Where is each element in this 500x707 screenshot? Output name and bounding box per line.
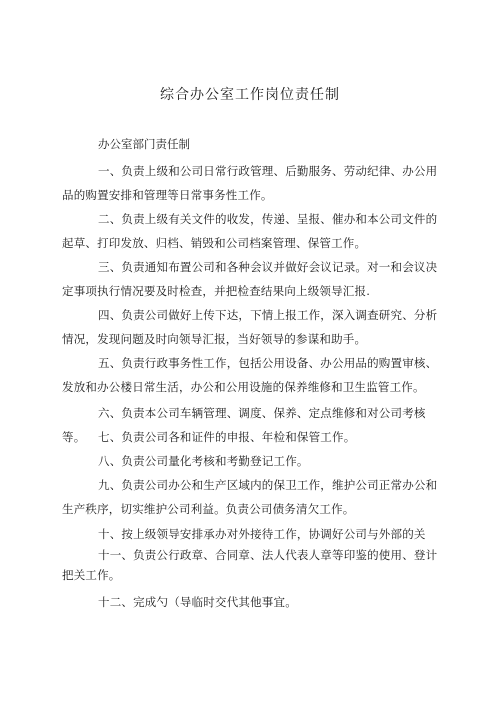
paragraph-5: 五、负责行政事务性工作，包括公用设备、办公用品的购置审核、发放和办公楼日常生活，办公和公用设施的保养维修和卫生监管工作。: [62, 356, 438, 394]
paragraph-7: 七、负责公司各和证件的申报、年检和保管工作。: [98, 430, 356, 444]
paragraph-1: 一、负责上级和公司日常行政管理、后勤服务、劳动纪律、办公用品的购置安排和管理等日常事务性工作。: [62, 164, 438, 202]
document-title: 综合办公室工作岗位责任制: [160, 87, 340, 103]
paragraph-6: 六、负责本公司车辆管理、调度、保养、定点维修和对公司考核等。: [62, 406, 426, 444]
paragraph-3: 三、负责通知布置公司和各种会议并做好会议记录。对一和会议决定事项执行情况要及时检查，并把检查结果向上级领导汇报.: [62, 260, 438, 298]
section-heading: 办公室部门责任制: [98, 137, 190, 151]
paragraph-9: 九、负责公司办公和生产区域内的保卫工作，维护公司正常办公和生产秩序，切实维护公司利益。负责公司债务清欠工作。: [62, 478, 438, 516]
paragraph-11: 十一、负责公行政章、合同章、法人代表人章等印鉴的使用、登计把关工作。: [62, 548, 438, 582]
paragraph-12: 十二、完成勺（导临时交代其他事宜。: [98, 595, 297, 609]
paragraph-8: 八、负责公司量化考核和考勤登记工作。: [98, 454, 309, 468]
paragraph-4: 四、负责公司做好上传下达，下情上报工作，深入调查研究、分析情况，发现问题及时向领导汇报，当好领导的参谋和助手。: [62, 308, 438, 346]
paragraph-2: 二、负责上级有关文件的收发，传递、呈报、催办和本公司文件的起草、打印发放、归档、销毁和公司档案管理、保管工作。: [62, 212, 438, 250]
paragraph-10: 十、按上级领导安排承办对外接待工作，协调好公司与外部的关: [98, 527, 426, 541]
